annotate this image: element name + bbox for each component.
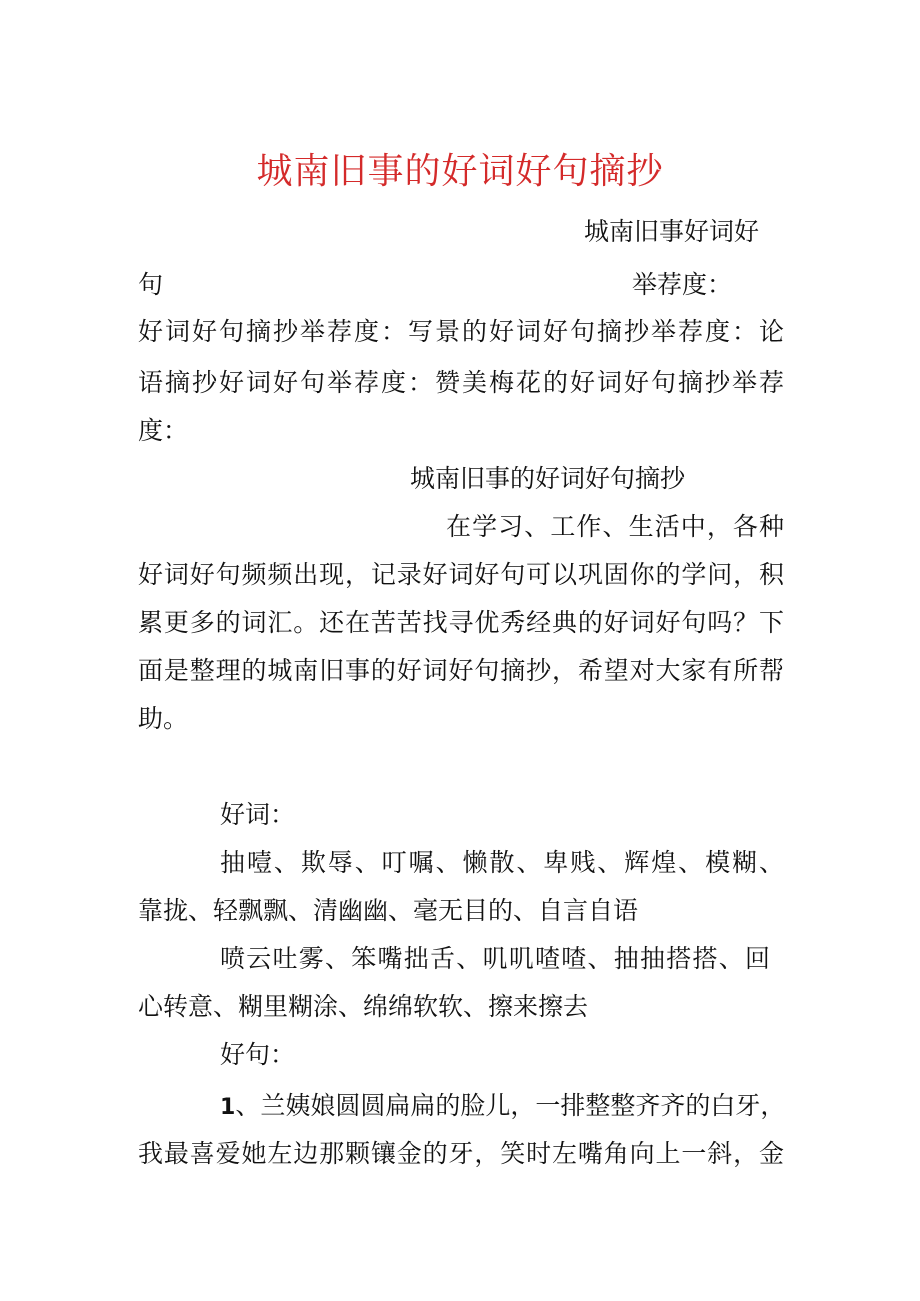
intro-line: 助。 bbox=[138, 704, 189, 733]
sentence-number: 1 bbox=[220, 1095, 236, 1120]
intro-line: 在学习、工作、生活中，各种 bbox=[446, 512, 784, 541]
words-line: 抽噎、欺辱、叮嘱、懒散、卑贱、辉煌、模糊、 bbox=[220, 848, 784, 877]
recommend-label: 举荐度： bbox=[632, 270, 733, 299]
sentence-line: 我最喜爱她左边那颗镶金的牙，笑时左嘴角向上一斜，金 bbox=[138, 1139, 784, 1168]
intro-line: 好词好句频频出现，记录好词好句可以巩固你的学问，积 bbox=[138, 560, 784, 589]
related-line: 好词好句摘抄举荐度：写景的好词好句摘抄举荐度：论 bbox=[138, 317, 784, 346]
section-heading: 城南旧事的好词好句摘抄 bbox=[410, 464, 686, 493]
subtitle-part2: 句 bbox=[138, 270, 164, 299]
intro-line: 面是整理的城南旧事的好词好句摘抄，希望对大家有所帮 bbox=[138, 656, 784, 685]
words-line: 心转意、糊里糊涂、绵绵软软、擦来擦去 bbox=[138, 992, 589, 1021]
words-label: 好词： bbox=[220, 800, 296, 829]
words-line: 喷云吐雾、笨嘴拙舌、叽叽喳喳、抽抽搭搭、回 bbox=[220, 944, 770, 973]
sentences-label: 好句： bbox=[220, 1040, 296, 1069]
sentence-text: 、兰姨娘圆圆扁扁的脸儿，一排整整齐齐的白牙， bbox=[235, 1091, 786, 1120]
related-line: 语摘抄好词好句举荐度：赞美梅花的好词好句摘抄举荐 bbox=[138, 368, 784, 397]
related-line: 度： bbox=[138, 416, 189, 445]
subtitle-part1: 城南旧事好词好 bbox=[584, 217, 760, 246]
intro-line: 累更多的词汇。还在苦苦找寻优秀经典的好词好句吗？下 bbox=[138, 608, 784, 637]
document-title: 城南旧事的好词好句摘抄 bbox=[256, 151, 664, 192]
sentence-line bbox=[220, 1089, 785, 1125]
words-line: 靠拢、轻飘飘、清幽幽、毫无目的、自言自语 bbox=[138, 896, 639, 925]
